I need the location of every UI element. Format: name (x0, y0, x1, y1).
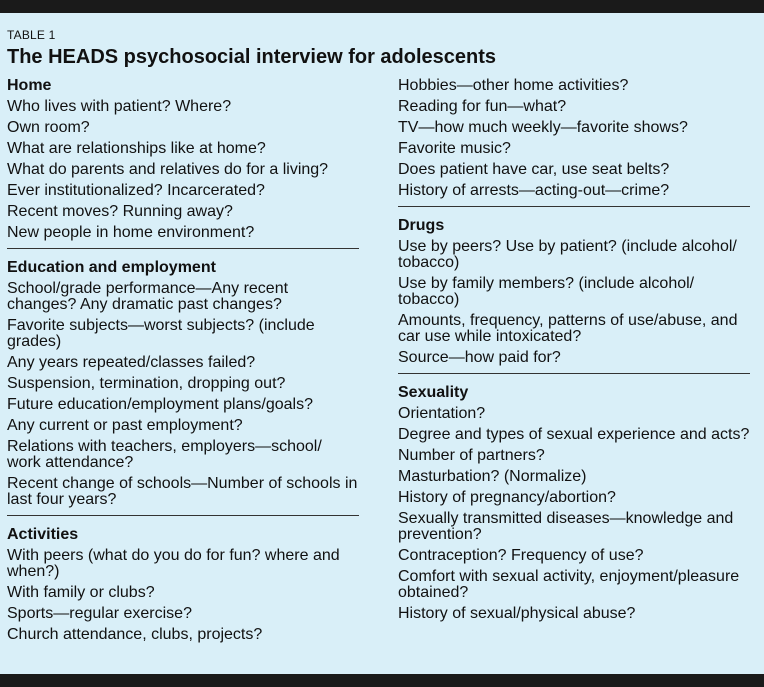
list-item: Who lives with patient? Where? (7, 98, 232, 115)
section-divider (398, 373, 750, 374)
list-item: Ever institutionalized? Incarcerated? (7, 182, 265, 199)
list-item: Any current or past employment? (7, 417, 243, 434)
list-item: History of sexual/physical abuse? (398, 605, 636, 622)
list-item: Sports—regular exercise? (7, 605, 192, 622)
table-label: TABLE 1 (7, 28, 56, 42)
list-item: Orientation? (398, 405, 486, 422)
list-item: Degree and types of sexual experience and acts? (398, 426, 750, 443)
list-item: Reading for fun—what? (398, 98, 567, 115)
list-item: Number of partners? (398, 447, 545, 464)
list-item: Favorite music? (398, 140, 511, 157)
list-item: What are relationships like at home? (7, 140, 266, 157)
table-panel (0, 13, 764, 674)
list-item: With family or clubs? (7, 584, 155, 601)
list-item: Sexually transmitted diseases—knowledge and prevention? (398, 510, 734, 543)
list-item: School/grade performance—Any recent changes? Any dramatic past changes? (7, 280, 289, 313)
list-item: TV—how much weekly—favorite shows? (398, 119, 688, 136)
list-item: History of pregnancy/abortion? (398, 489, 616, 506)
right-column (398, 78, 754, 627)
list-item: With peers (what do you do for fun? where and when?) (7, 547, 340, 580)
table-title: The HEADS psychosocial interview for adolescents (7, 46, 497, 68)
list-item: Contraception? Frequency of use? (398, 547, 644, 564)
list-item: Does patient have car, use seat belts? (398, 161, 670, 178)
list-item: Hobbies—other home activities? (398, 77, 629, 94)
section-divider (7, 515, 359, 516)
section-heading-education: Education and employment (7, 259, 216, 276)
list-item: Own room? (7, 119, 90, 136)
left-column (7, 78, 359, 648)
list-item: Favorite subjects—worst subjects? (include grades) (7, 317, 315, 350)
list-item: Amounts, frequency, patterns of use/abuse, and car use while intoxicated? (398, 312, 738, 345)
list-item: Church attendance, clubs, projects? (7, 626, 263, 643)
list-item: What do parents and relatives do for a living? (7, 161, 329, 178)
list-item: Future education/employment plans/goals? (7, 396, 313, 413)
list-item: Use by peers? Use by patient? (include alcohol/ tobacco) (398, 238, 737, 271)
section-divider (7, 248, 359, 249)
list-item: Recent change of schools—Number of schools in last four years? (7, 475, 358, 508)
list-item: Source—how paid for? (398, 349, 561, 366)
list-item: Any years repeated/classes failed? (7, 354, 256, 371)
list-item: New people in home environment? (7, 224, 255, 241)
list-item: Masturbation? (Normalize) (398, 468, 587, 485)
list-item: Relations with teachers, employers—school/ work attendance? (7, 438, 322, 471)
section-heading-sexuality: Sexuality (398, 384, 469, 401)
section-heading-drugs: Drugs (398, 217, 445, 234)
list-item: Suspension, termination, dropping out? (7, 375, 286, 392)
list-item: Comfort with sexual activity, enjoyment/pleasure obtained? (398, 568, 740, 601)
section-heading-activities: Activities (7, 526, 79, 543)
list-item: Recent moves? Running away? (7, 203, 233, 220)
section-heading-home: Home (7, 77, 52, 94)
section-divider (398, 206, 750, 207)
list-item: History of arrests—acting-out—crime? (398, 182, 670, 199)
list-item: Use by family members? (include alcohol/ tobacco) (398, 275, 695, 308)
